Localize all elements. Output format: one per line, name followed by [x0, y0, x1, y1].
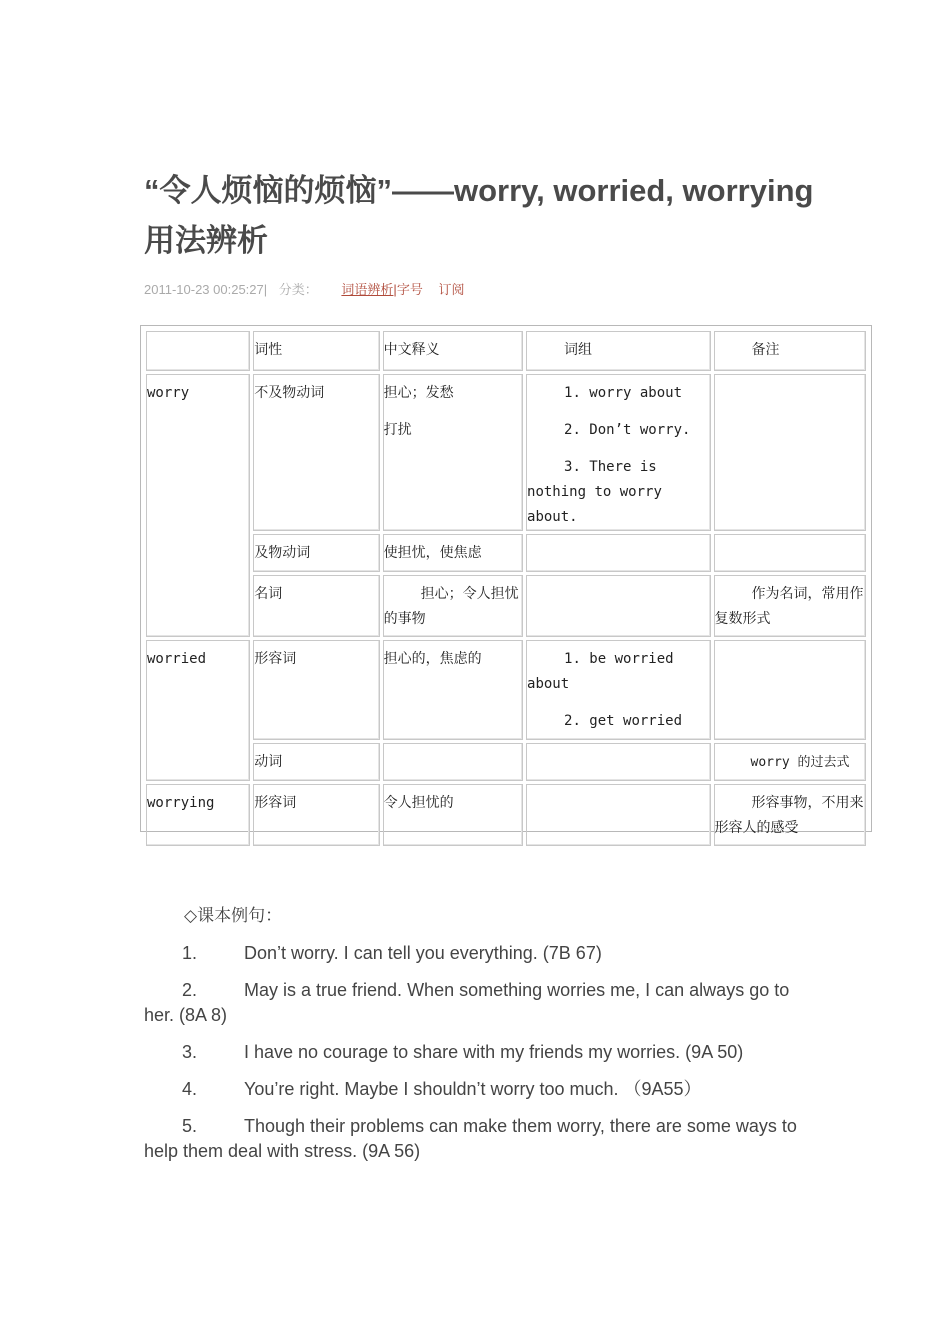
example-number: 5.: [182, 1116, 198, 1136]
phrases-cell: [526, 575, 711, 637]
header-cell-word: [146, 331, 250, 371]
table-row: [146, 784, 866, 846]
example-number: 3.: [182, 1042, 198, 1062]
meaning-cell: 令人担忧的: [383, 784, 523, 846]
word-cell-worrying: worrying: [146, 784, 250, 846]
meaning-cell: 担心；令人担忧的事物: [383, 575, 523, 637]
note-cell: [714, 640, 866, 740]
meaning-cell: 担心的，焦虑的: [383, 640, 523, 740]
pos-cell: 及物动词: [253, 534, 379, 572]
meaning-cell: [383, 743, 523, 781]
phrase-item: 2. get worried: [564, 713, 683, 729]
word-cell-worried: worried: [146, 640, 250, 781]
usage-table-frame: [140, 325, 872, 836]
pos-cell: 动词: [253, 743, 379, 781]
example-number: 2.: [182, 980, 198, 1000]
meaning-line: 打扰: [383, 422, 412, 438]
example-text: Don’t worry. I can tell you everything. (7B 67): [244, 943, 602, 963]
timestamp: 2011-10-23 00:25:27|: [144, 282, 268, 297]
example-item: [144, 1040, 824, 1065]
pos-cell: 形容词: [253, 784, 379, 846]
phrases-cell: [526, 784, 711, 846]
pos-cell: 形容词: [253, 640, 379, 740]
font-size-link[interactable]: 字号: [396, 282, 423, 297]
article-title: “令人烦恼的烦恼”——worry, worried, worrying 用法辨析: [144, 173, 814, 258]
usage-table: [143, 328, 869, 849]
meaning-cell: [383, 374, 523, 531]
category-label: 分类：: [278, 282, 318, 297]
example-text: Though their problems can make them worry, there are some ways to help them deal with stress. (9A 56): [144, 1116, 797, 1161]
phrase-item: 2. Don’t worry.: [564, 422, 691, 438]
phrases-cell: [526, 374, 711, 531]
example-number: 1.: [182, 943, 198, 963]
pos-cell: 不及物动词: [253, 374, 379, 531]
table-row: [146, 743, 866, 781]
meaning-cell: 使担忧，使焦虑: [383, 534, 523, 572]
word-cell-worry: worry: [146, 374, 250, 637]
example-text: I have no courage to share with my friends my worries. (9A 50): [244, 1042, 744, 1062]
note-cell: 作为名词，常用作复数形式: [714, 575, 866, 637]
table-row: [146, 534, 866, 572]
table-row: [146, 640, 866, 740]
note-cell: worry 的过去式: [714, 743, 866, 781]
pos-cell: 名词: [253, 575, 379, 637]
subscribe-link[interactable]: 订阅: [438, 282, 465, 297]
table-row: [146, 374, 866, 531]
header-cell-meaning: 中文释义: [383, 331, 523, 371]
phrase-item: 1. be worried about: [527, 651, 674, 692]
phrases-cell: [526, 743, 711, 781]
category-link[interactable]: 词语辨析: [341, 282, 394, 297]
phrase-item: 1. worry about: [564, 385, 683, 401]
phrases-cell: [526, 534, 711, 572]
example-item: [144, 941, 824, 966]
examples-heading: ◇课本例句：: [184, 906, 283, 926]
note-cell: [714, 374, 866, 531]
table-header-row: [146, 331, 866, 371]
article-meta: [144, 279, 464, 298]
meta-separator: |: [393, 282, 397, 297]
example-item: [144, 978, 824, 1028]
phrases-cell: [526, 640, 711, 740]
note-cell: [714, 534, 866, 572]
example-text: You’re right. Maybe I shouldn’t worry too much. （9A55）: [244, 1079, 702, 1099]
example-item: [144, 1114, 824, 1164]
textbook-examples: [144, 904, 824, 1176]
example-number: 4.: [182, 1079, 198, 1099]
header-cell-phrases: 词组: [526, 331, 711, 371]
note-cell: 形容事物，不用来形容人的感受: [714, 784, 866, 846]
meaning-line: 担心；发愁: [383, 385, 454, 401]
header-cell-pos: 词性: [253, 331, 379, 371]
example-text: May is a true friend. When something worries me, I can always go to her. (8A 8): [144, 980, 790, 1025]
table-row: [146, 575, 866, 637]
header-cell-notes: 备注: [714, 331, 866, 371]
example-item: [144, 1077, 824, 1102]
phrase-item: 3. There is nothing to worry about.: [527, 459, 662, 525]
